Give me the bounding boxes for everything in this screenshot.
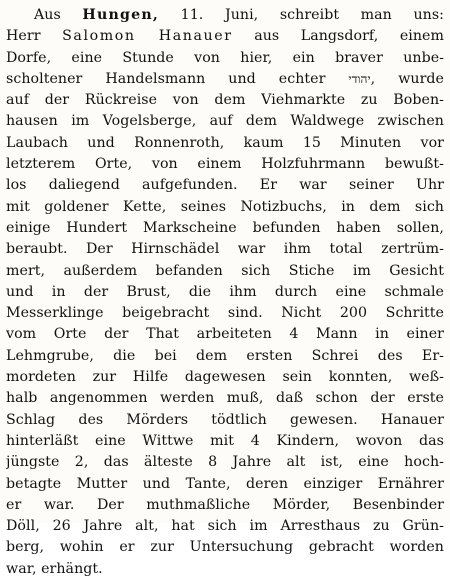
article-line [6, 559, 444, 580]
text-run: jüngste 2, das älteste 8 Jahre alt ist, eine hoch- [6, 454, 444, 471]
article-line [6, 495, 444, 516]
text-run: vom Orte der That arbeiteten 4 Mann in einer [6, 326, 444, 343]
article-line [6, 154, 444, 175]
text-run: , wurde [370, 70, 444, 87]
text-run: aus Langsdorf, einem [232, 28, 444, 45]
text-run: hausen im Vogelsberge, auf dem Waldwege zwischen [6, 113, 444, 130]
article-line [6, 26, 444, 47]
article-line [6, 474, 444, 495]
text-run: und in der Brust, die ihm durch eine schmale [6, 283, 444, 300]
article-line [6, 324, 444, 345]
article-line [6, 537, 444, 558]
text-run: Herr [6, 28, 63, 45]
hebrew-word: יהודי [348, 71, 371, 86]
article-line [6, 346, 444, 367]
text-run: Dorfe, eine Stunde von hier, ein braver unbe- [6, 49, 444, 66]
text-run: einige Hundert Markscheine befunden haben sollen, [6, 219, 444, 236]
article-line [6, 133, 444, 154]
article-line [6, 452, 444, 473]
article-line [6, 367, 444, 388]
article-body [6, 5, 444, 580]
text-run: auf der Rückreise von dem Viehmarkte zu Boben- [6, 92, 444, 109]
article-line [6, 239, 444, 260]
article-line [6, 48, 444, 69]
text-run: Schlag des Mörders tödtlich gewesen. Hanauer [6, 411, 444, 428]
text-run: war, erhängt. [6, 560, 103, 577]
article-line [6, 218, 444, 239]
text-run: mert, außerdem befanden sich Stiche im Gesicht [6, 262, 444, 279]
article-line [6, 90, 444, 111]
text-run: hinterläßt eine Wittwe mit 4 Kindern, wovon das [6, 432, 444, 449]
text-run: Döll, 26 Jahre alt, hat sich im Arresthaus zu Grün- [6, 518, 444, 535]
text-run: 11. Juni, schreibt man uns: [159, 7, 444, 23]
article-line [6, 111, 444, 132]
text-run: los daliegend aufgefunden. Er war seiner Uhr [6, 177, 444, 194]
text-run: mit goldener Kette, seines Notizbuchs, in dem sich [6, 198, 444, 215]
article-line [6, 303, 444, 324]
dateline-place: Hungen, [82, 7, 160, 23]
text-run: er war. Der muthmaßliche Mörder, Besenbinder [6, 496, 444, 513]
article-line [6, 516, 444, 537]
article-line [6, 175, 444, 196]
article-line [6, 410, 444, 431]
article-line [6, 261, 444, 282]
text-run: beraubt. Der Hirnschädel war ihm total zertrüm- [6, 241, 444, 258]
text-run: Lehmgrube, die bei dem ersten Schrei des Er- [6, 347, 444, 364]
text-run: Messerklinge beigebracht sind. Nicht 200 Schritte [6, 305, 444, 322]
article-line [6, 5, 444, 26]
text-run: Laubach und Ronnenroth, kaum 15 Minuten vor [6, 134, 444, 151]
person-name: Salomon Hanauer [62, 28, 233, 45]
article-line [6, 282, 444, 303]
article-line [6, 388, 444, 409]
article-line [6, 197, 444, 218]
text-run: betagte Mutter und Tante, deren einziger Ernährer [6, 475, 444, 492]
text-run: mordeten zur Hilfe dagewesen sein konnten, weß- [6, 369, 444, 386]
text-run: Aus [34, 7, 83, 23]
text-run: berg, wohin er zur Untersuchung gebracht worden [6, 539, 444, 556]
text-run: letzterem Orte, von einem Holzfuhrmann bewußt- [6, 156, 444, 173]
article-line [6, 431, 444, 452]
text-run: halb angenommen werden muß, daß schon der erste [6, 390, 444, 407]
article-line [6, 69, 444, 90]
text-run: scholtener Handelsmann und echter [6, 70, 349, 87]
